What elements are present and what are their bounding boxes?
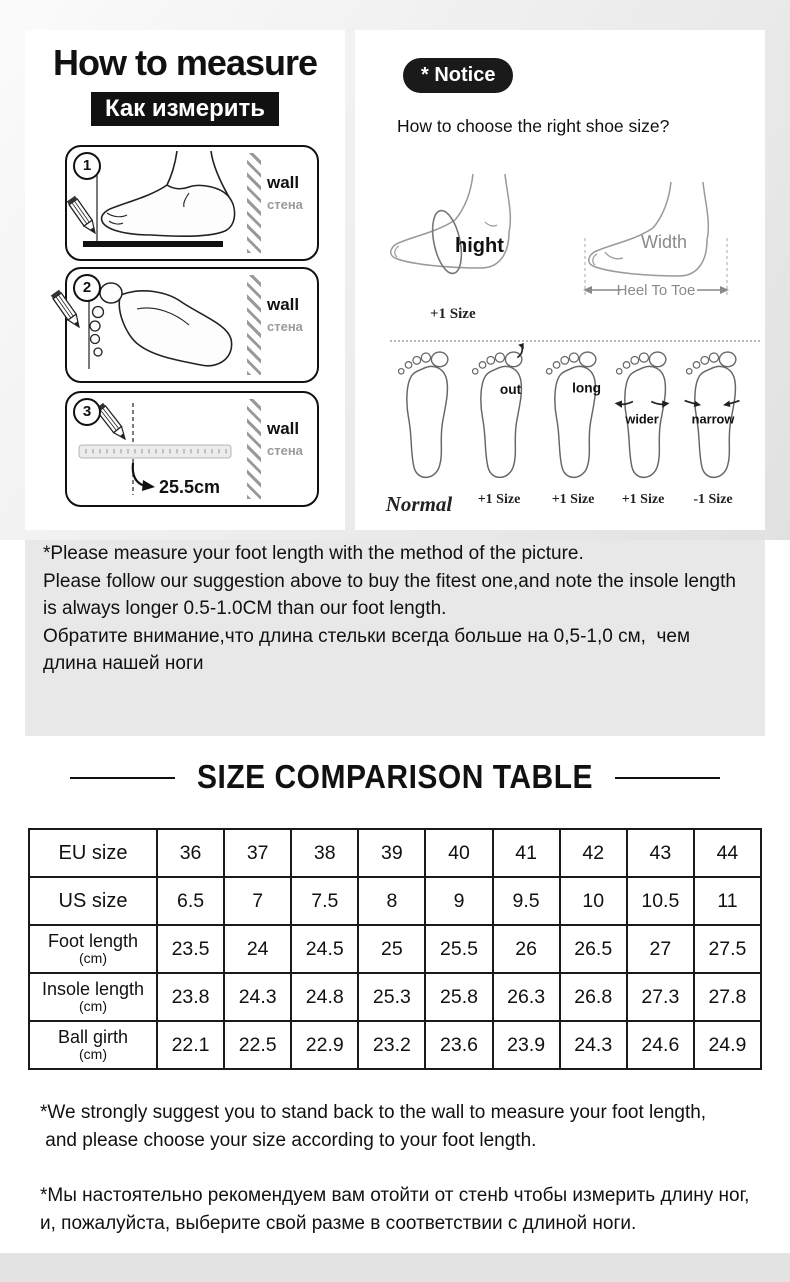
table-cell: 27.5 [694, 925, 761, 973]
wall-label-en: wall [267, 295, 300, 314]
footprint-narrow [681, 346, 745, 488]
width-label: Width [641, 232, 688, 252]
measurement-value: 25.5cm [159, 477, 221, 497]
table-row-insole-length [29, 973, 761, 1021]
table-cell: 27 [627, 925, 694, 973]
wall-hatch [247, 399, 261, 499]
table-row-foot-length [29, 925, 761, 973]
wall-hatch [247, 275, 261, 375]
table-cell: 7.5 [291, 877, 358, 925]
arrow-icon [518, 343, 523, 349]
footprint-label: long [572, 380, 602, 396]
measure-card [25, 30, 345, 530]
table-cell: 24.3 [224, 973, 291, 1021]
note-insole-length-ru: Обратите внимание,что длина стельки всегда больше на 0,5-1,0 см, чем длина нашей ноги [43, 625, 696, 675]
row-label: Ball girth (cm) [29, 1021, 157, 1069]
footprint-normal [393, 346, 457, 488]
table-cell: 22.5 [224, 1021, 291, 1069]
foot-height-diagram [385, 170, 570, 300]
bottom-note-en-line2: and please choose your size according to your foot length. [40, 1130, 537, 1151]
table-cell: 42 [560, 829, 627, 877]
measure-step-2-panel [65, 267, 319, 383]
notice-badge: * Notice [403, 58, 513, 93]
measure-step-1-panel [65, 145, 319, 261]
table-cell: 22.1 [157, 1021, 224, 1069]
table-cell: 26.8 [560, 973, 627, 1021]
table-cell: 25.3 [358, 973, 425, 1021]
table-cell: 44 [694, 829, 761, 877]
note-measure-method: *Please measure your foot length with the method of the picture. [43, 543, 584, 564]
table-cell: 43 [627, 829, 694, 877]
table-cell: 22.9 [291, 1021, 358, 1069]
footprint-long [541, 346, 605, 488]
footprint-caption: +1 Size [551, 492, 595, 507]
footprint-out [467, 346, 531, 488]
table-cell: 24.9 [694, 1021, 761, 1069]
bottom-note-ru-line2: и, пожалуйста, выберите свой разме в соответствии с длиной ноги. [40, 1213, 637, 1234]
table-cell: 27.3 [627, 973, 694, 1021]
step-number-badge: 2 [73, 274, 101, 302]
table-cell: 23.5 [157, 925, 224, 973]
row-label: US size [29, 877, 157, 925]
row-label: Insole length (cm) [29, 973, 157, 1021]
footprint-label: wider [625, 411, 659, 427]
arrow-right-icon [720, 286, 729, 294]
table-cell: 24.5 [291, 925, 358, 973]
foot-width-diagram [575, 178, 755, 318]
table-cell: 23.9 [493, 1021, 560, 1069]
arrow-left-icon [615, 401, 622, 408]
footprint-label: out [499, 382, 522, 398]
table-row-us-size [29, 877, 761, 925]
bottom-note-ru-line1: *Мы настоятельно рекомендуем вам отойти от стенb чтобы измерить длину ног, [40, 1185, 750, 1206]
table-cell: 36 [157, 829, 224, 877]
table-cell: 9.5 [493, 877, 560, 925]
table-cell: 26 [493, 925, 560, 973]
pencil-icon [67, 196, 99, 236]
table-cell: 26.5 [560, 925, 627, 973]
note-insole-length-en: Please follow our suggestion above to buy the fitest one,and note the insole length is always longer 0.5-1.0CM than our foot length. [43, 570, 742, 620]
row-label: EU size [29, 829, 157, 877]
measure-title: How to measure [52, 42, 318, 83]
wall-label-en: wall [267, 419, 300, 438]
toe-alignment-dotted-line [390, 340, 760, 342]
table-cell: 11 [694, 877, 761, 925]
footprint-label: narrow [691, 411, 735, 427]
arrow-left-icon [583, 286, 592, 294]
table-cell: 10.5 [627, 877, 694, 925]
wall-label-ru: стена [267, 197, 303, 212]
wall-hatch [247, 153, 261, 253]
table-cell: 24.6 [627, 1021, 694, 1069]
table-cell: 23.2 [358, 1021, 425, 1069]
arrow-icon [142, 480, 155, 491]
table-cell: 23.6 [425, 1021, 492, 1069]
table-row-eu-size [29, 829, 761, 877]
notice-card [355, 30, 765, 530]
table-cell: 9 [425, 877, 492, 925]
table-cell: 7 [224, 877, 291, 925]
table-cell: 8 [358, 877, 425, 925]
step-number-badge: 3 [73, 398, 101, 426]
row-label: Foot length (cm) [29, 925, 157, 973]
table-cell: 6.5 [157, 877, 224, 925]
footer-strip [0, 1253, 790, 1282]
wall-label-en: wall [267, 173, 300, 192]
measure-subtitle-ru: Как измерить [25, 92, 345, 126]
table-cell: 26.3 [493, 973, 560, 1021]
heading-line-left [70, 777, 175, 779]
table-row-ball-girth [29, 1021, 761, 1069]
table-cell: 25.8 [425, 973, 492, 1021]
arrow-right-icon [662, 401, 669, 408]
table-cell: 25 [358, 925, 425, 973]
table-cell: 23.8 [157, 973, 224, 1021]
footprint-caption: +1 Size [477, 492, 521, 507]
heading-line-right [615, 777, 720, 779]
size-table-heading-row [25, 755, 765, 801]
size-table-heading: SIZE COMPARISON TABLE [196, 759, 594, 796]
bottom-note-en-line1: *We strongly suggest you to stand back to the wall to measure your foot length, [40, 1102, 707, 1123]
footprint-caption: Normal [385, 492, 453, 516]
table-cell: 39 [358, 829, 425, 877]
footprint-caption: -1 Size [693, 492, 733, 507]
measure-step-3-panel [65, 391, 319, 507]
wall-label-ru: стена [267, 443, 303, 458]
table-cell: 41 [493, 829, 560, 877]
table-cell: 24.8 [291, 973, 358, 1021]
table-cell: 37 [224, 829, 291, 877]
footprint-wider [611, 346, 675, 488]
table-cell: 24 [224, 925, 291, 973]
height-caption: +1 Size [430, 306, 476, 322]
table-cell: 27.8 [694, 973, 761, 1021]
table-cell: 40 [425, 829, 492, 877]
notice-question: How to choose the right shoe size? [397, 116, 670, 136]
size-comparison-table [28, 828, 762, 1070]
wall-label-ru: стена [267, 319, 303, 334]
table-cell: 38 [291, 829, 358, 877]
footprint-caption: +1 Size [621, 492, 665, 507]
height-label: hight [455, 235, 504, 257]
table-cell: 25.5 [425, 925, 492, 973]
table-cell: 10 [560, 877, 627, 925]
table-cell: 24.3 [560, 1021, 627, 1069]
heel-to-toe-label: Heel To Toe [616, 282, 696, 299]
step-number-badge: 1 [73, 152, 101, 180]
measuring-note-box [25, 540, 765, 736]
